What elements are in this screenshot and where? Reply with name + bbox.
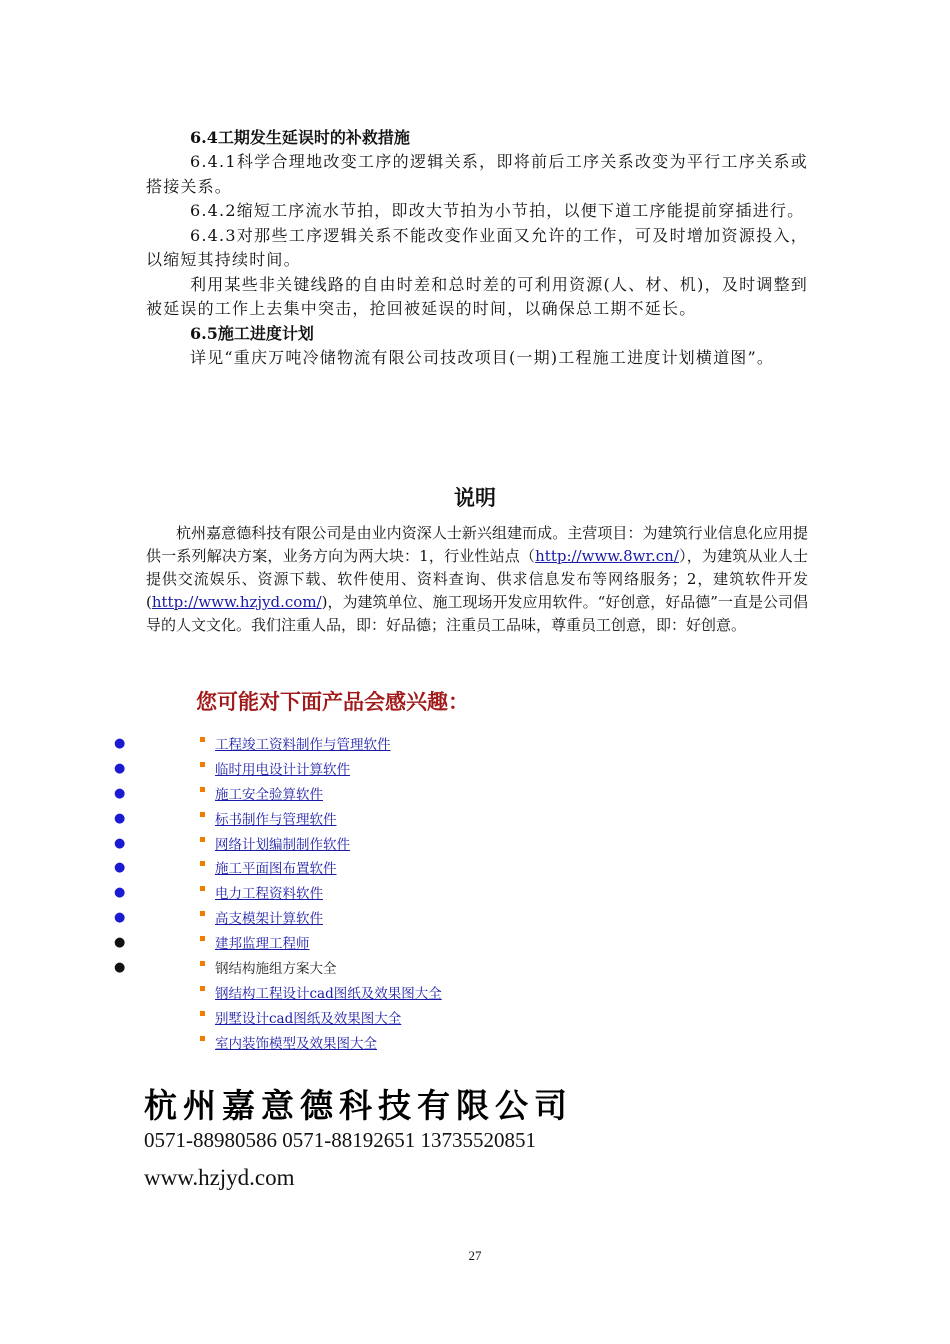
phone-numbers: 0571-88980586 0571-88192651 13735520851: [144, 1128, 536, 1152]
product-link[interactable]: 临时用电设计计算软件: [215, 761, 350, 778]
website: www.hzjyd.com: [144, 1165, 295, 1190]
square-bullet-icon: [200, 787, 205, 792]
about-description: [146, 522, 808, 637]
list-item: [0, 832, 950, 857]
bullet-icon: ●: [114, 960, 126, 976]
bullet-icon: ●: [114, 785, 126, 801]
square-bullet-icon: [200, 861, 205, 866]
square-bullet-icon: [200, 1011, 205, 1016]
product-link[interactable]: 高支模架计算软件: [215, 911, 323, 928]
square-bullet-icon: [200, 812, 205, 817]
product-link[interactable]: 室内装饰模型及效果图大全: [215, 1035, 377, 1052]
product-link[interactable]: 建邦监理工程师: [215, 936, 310, 953]
about-title: 说明: [454, 486, 496, 510]
square-bullet-icon: [200, 737, 205, 742]
list-item: [0, 732, 950, 757]
list-item: [0, 956, 950, 981]
bullet-icon: ●: [114, 885, 126, 901]
product-link[interactable]: 电力工程资料软件: [215, 886, 323, 903]
about-text-1: 杭州嘉意德科技有限公司是由业内资深人士新兴组建而成。主营项目：为建筑行业信息化应用提供一系列解决方案，业务方向为两大块：1，行业性站点（: [146, 524, 808, 565]
bullet-icon: ●: [114, 736, 126, 751]
paragraph-6-4-extra: 利用某些非关键线路的自由时差和总时差的可利用资源(人、材、机)，及时调整到被延误的工作上去集中突击，抢回被延误的时间，以确保总工期不延长。: [146, 274, 808, 318]
square-bullet-icon: [200, 986, 205, 991]
page-number: 27: [468, 1248, 482, 1263]
square-bullet-icon: [200, 762, 205, 767]
about-text-2: ），为建筑从业人士提供交流娱乐、资源下载、软件使用、资料查询、供求信息发布等网络服务；2，建筑软件开发(: [146, 547, 808, 611]
list-item: [0, 856, 950, 881]
product-text: 钢结构施组方案大全: [215, 961, 337, 978]
product-link[interactable]: 标书制作与管理软件: [215, 811, 337, 828]
product-list: [0, 732, 950, 1056]
square-bullet-icon: [200, 936, 205, 941]
product-link[interactable]: 施工安全验算软件: [215, 786, 323, 803]
about-text-3: )，为建筑单位、施工现场开发应用软件。“好创意，好品德”一直是公司倡导的人文文化。我们注重人品，即：好品德；注重员工品味，尊重员工创意，即：好创意。: [146, 593, 808, 634]
square-bullet-icon: [200, 911, 205, 916]
bullet-icon: ●: [114, 810, 126, 826]
list-item: [0, 906, 950, 931]
bullet-icon: ●: [114, 910, 126, 926]
square-bullet-icon: [200, 1036, 205, 1041]
bullet-icon: ●: [114, 835, 126, 851]
link-hzjyd[interactable]: http://www.hzjyd.com/: [151, 593, 322, 611]
section-6-4-heading: 6.4工期发生延误时的补救措施: [190, 128, 410, 147]
list-item: [0, 757, 950, 782]
bullet-icon: ●: [114, 760, 126, 776]
paragraph-6-4-2: 6.4.2缩短工序流水节拍，即改大节拍为小节拍，以便下道工序能提前穿插进行。: [190, 201, 805, 220]
paragraph-6-4-3: 6.4.3对那些工序逻辑关系不能改变作业面又允许的工作，可及时增加资源投入，以缩短其持续时间。: [146, 225, 808, 269]
product-link[interactable]: 别墅设计cad图纸及效果图大全: [215, 1010, 402, 1027]
list-item: [0, 1006, 950, 1031]
product-link[interactable]: 施工平面图布置软件: [215, 861, 337, 878]
product-link[interactable]: 工程竣工资料制作与管理软件: [215, 737, 391, 753]
list-item: [0, 881, 950, 906]
square-bullet-icon: [200, 837, 205, 842]
list-item: [0, 782, 950, 807]
list-item: [0, 981, 950, 1006]
paragraph-6-5: 详见“重庆万吨冷储物流有限公司技改项目(一期)工程施工进度计划横道图”。: [190, 347, 775, 367]
company-name: 杭州嘉意德科技有限公司: [144, 1086, 573, 1125]
bullet-icon: ●: [114, 935, 126, 951]
paragraph-6-4-1: 6.4.1科学合理地改变工序的逻辑关系，即将前后工序关系改变为平行工序关系或搭接关系。: [146, 152, 808, 196]
product-link[interactable]: 网络计划编制制作软件: [215, 836, 350, 853]
section-6-5-heading: 6.5施工进度计划: [190, 323, 314, 343]
list-item: [0, 1031, 950, 1056]
section-6-4: [146, 126, 808, 370]
square-bullet-icon: [200, 886, 205, 891]
product-link[interactable]: 钢结构工程设计cad图纸及效果图大全: [215, 985, 442, 1002]
square-bullet-icon: [200, 961, 205, 966]
bullet-icon: ●: [114, 860, 126, 876]
link-8wr[interactable]: http://www.8wr.cn/: [535, 547, 679, 565]
list-item: [0, 807, 950, 832]
interest-heading: 您可能对下面产品会感兴趣：: [196, 690, 469, 714]
list-item: [0, 931, 950, 956]
